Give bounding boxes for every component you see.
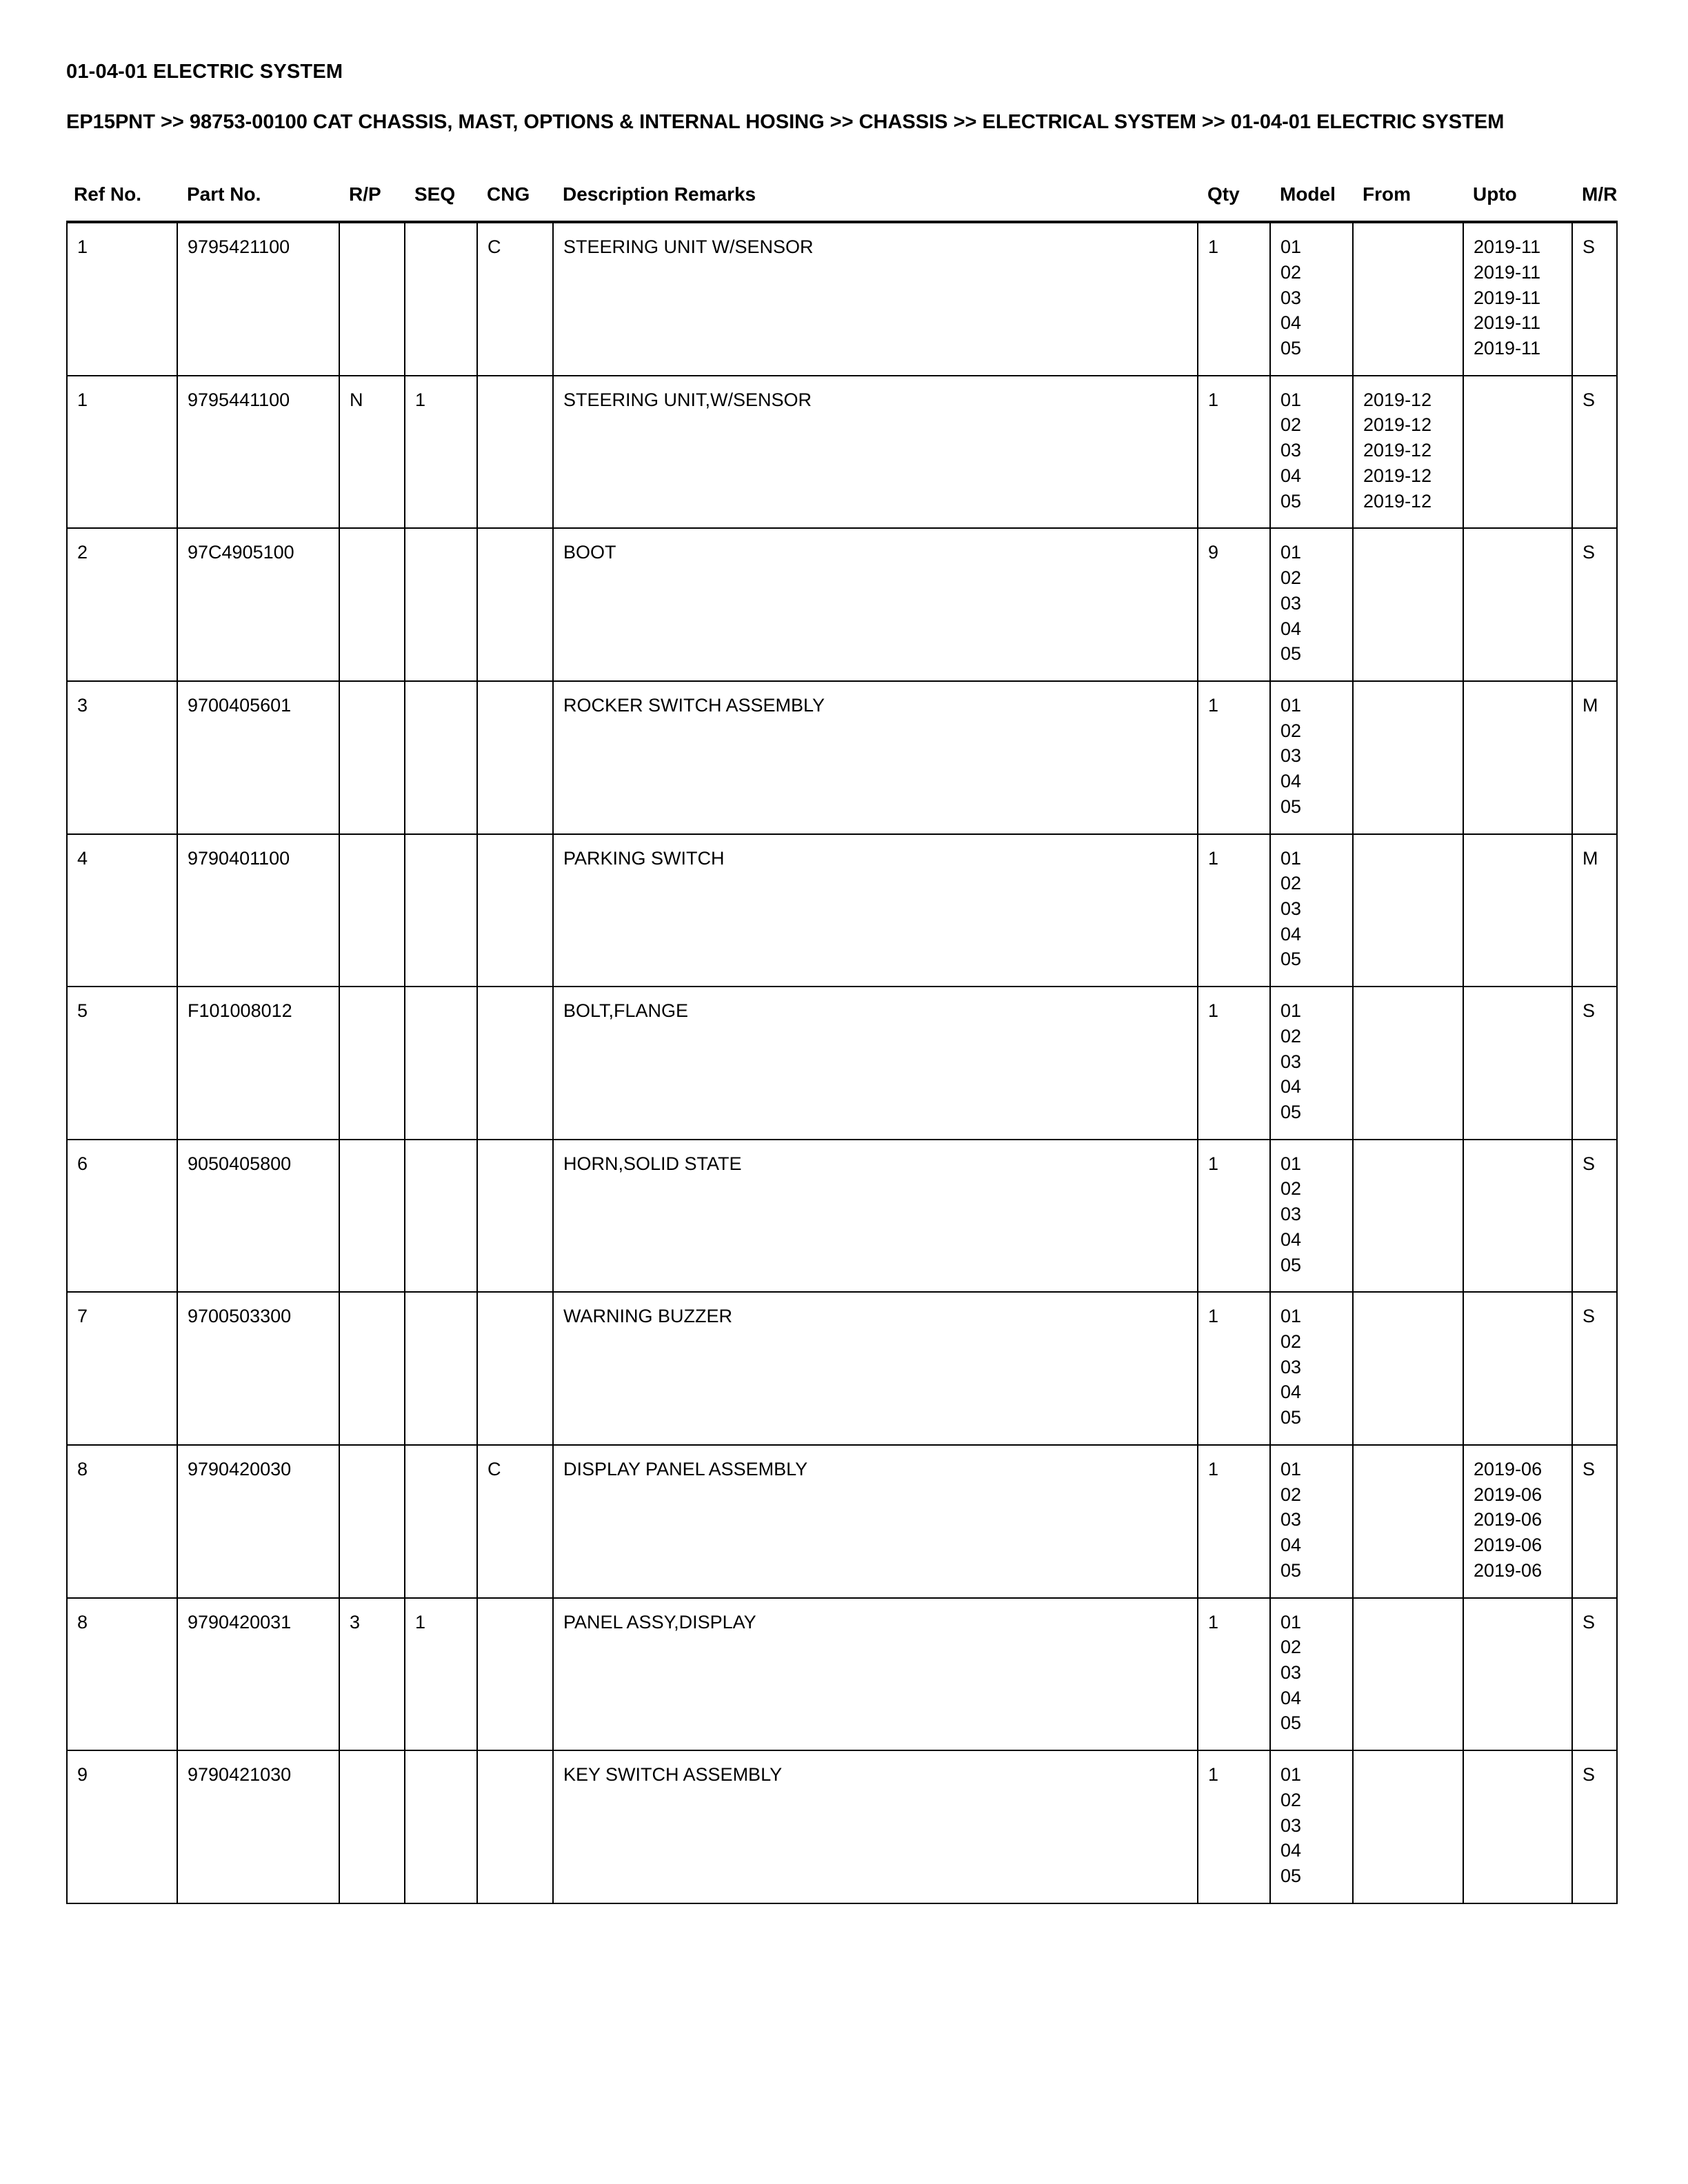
cell-description: STEERING UNIT W/SENSOR	[553, 222, 1198, 376]
cell-cng	[477, 528, 553, 681]
column-header-model: Model	[1270, 183, 1353, 222]
cell-seq	[405, 987, 477, 1140]
parts-table	[66, 183, 1618, 1904]
cell-model: 01 02 03 04 05	[1270, 528, 1353, 681]
cell-rp	[339, 1292, 405, 1445]
table-row	[67, 1140, 1617, 1293]
cell-seq: 1	[405, 1598, 477, 1751]
cell-cng	[477, 1750, 553, 1903]
cell-part-no: 9790401100	[177, 834, 339, 987]
cell-rp: N	[339, 376, 405, 529]
page-title: 01-04-01 ELECTRIC SYSTEM	[66, 61, 343, 83]
cell-seq	[405, 1292, 477, 1445]
cell-ref-no: 8	[67, 1445, 177, 1598]
cell-rp	[339, 834, 405, 987]
cell-mr: S	[1572, 987, 1617, 1140]
cell-upto	[1463, 376, 1572, 529]
cell-model: 01 02 03 04 05	[1270, 1140, 1353, 1293]
cell-model: 01 02 03 04 05	[1270, 681, 1353, 834]
column-header-cng: CNG	[477, 183, 553, 222]
cell-qty: 1	[1198, 987, 1270, 1140]
cell-description: STEERING UNIT,W/SENSOR	[553, 376, 1198, 529]
cell-part-no: 9790421030	[177, 1750, 339, 1903]
cell-description: DISPLAY PANEL ASSEMBLY	[553, 1445, 1198, 1598]
cell-upto	[1463, 1292, 1572, 1445]
cell-cng	[477, 1598, 553, 1751]
cell-rp	[339, 987, 405, 1140]
cell-description: KEY SWITCH ASSEMBLY	[553, 1750, 1198, 1903]
cell-part-no: 9795441100	[177, 376, 339, 529]
column-header-ref-no: Ref No.	[67, 183, 177, 222]
cell-cng: C	[477, 1445, 553, 1598]
cell-upto	[1463, 1140, 1572, 1293]
cell-cng	[477, 1140, 553, 1293]
cell-ref-no: 7	[67, 1292, 177, 1445]
column-header-mr: M/R	[1572, 183, 1617, 222]
cell-upto: 2019-06 2019-06 2019-06 2019-06 2019-06	[1463, 1445, 1572, 1598]
cell-part-no: F101008012	[177, 987, 339, 1140]
table-row	[67, 834, 1617, 987]
cell-rp	[339, 1750, 405, 1903]
column-header-seq: SEQ	[405, 183, 477, 222]
cell-seq	[405, 1445, 477, 1598]
cell-mr: M	[1572, 681, 1617, 834]
cell-from	[1353, 1445, 1463, 1598]
cell-ref-no: 3	[67, 681, 177, 834]
cell-description: BOLT,FLANGE	[553, 987, 1198, 1140]
cell-seq	[405, 834, 477, 987]
cell-part-no: 9700405601	[177, 681, 339, 834]
column-header-rp: R/P	[339, 183, 405, 222]
breadcrumb: EP15PNT >> 98753-00100 CAT CHASSIS, MAST, OPTIONS & INTERNAL HOSING >> CHASSIS >> ELECTRICAL SYSTEM >> 01-04-01 ELECTRIC SYSTEM	[66, 111, 1505, 133]
cell-part-no: 9700503300	[177, 1292, 339, 1445]
cell-from	[1353, 222, 1463, 376]
cell-seq	[405, 222, 477, 376]
cell-mr: S	[1572, 528, 1617, 681]
table-row	[67, 376, 1617, 529]
cell-from	[1353, 987, 1463, 1140]
cell-description: ROCKER SWITCH ASSEMBLY	[553, 681, 1198, 834]
cell-qty: 1	[1198, 376, 1270, 529]
cell-rp	[339, 528, 405, 681]
cell-seq	[405, 528, 477, 681]
cell-ref-no: 2	[67, 528, 177, 681]
column-header-description: Description Remarks	[553, 183, 1198, 222]
cell-qty: 1	[1198, 222, 1270, 376]
cell-model: 01 02 03 04 05	[1270, 1598, 1353, 1751]
table-row	[67, 528, 1617, 681]
cell-mr: S	[1572, 1292, 1617, 1445]
column-header-qty: Qty	[1198, 183, 1270, 222]
cell-cng	[477, 834, 553, 987]
cell-model: 01 02 03 04 05	[1270, 1445, 1353, 1598]
table-row	[67, 987, 1617, 1140]
cell-part-no: 9790420030	[177, 1445, 339, 1598]
cell-qty: 1	[1198, 681, 1270, 834]
cell-model: 01 02 03 04 05	[1270, 834, 1353, 987]
cell-model: 01 02 03 04 05	[1270, 1292, 1353, 1445]
cell-qty: 9	[1198, 528, 1270, 681]
cell-mr: S	[1572, 376, 1617, 529]
cell-part-no: 9050405800	[177, 1140, 339, 1293]
cell-upto	[1463, 1750, 1572, 1903]
table-row	[67, 222, 1617, 376]
cell-cng: C	[477, 222, 553, 376]
cell-ref-no: 8	[67, 1598, 177, 1751]
cell-model: 01 02 03 04 05	[1270, 987, 1353, 1140]
cell-upto: 2019-11 2019-11 2019-11 2019-11 2019-11	[1463, 222, 1572, 376]
cell-model: 01 02 03 04 05	[1270, 1750, 1353, 1903]
cell-part-no: 97C4905100	[177, 528, 339, 681]
cell-ref-no: 6	[67, 1140, 177, 1293]
table-row	[67, 681, 1617, 834]
cell-cng	[477, 1292, 553, 1445]
cell-from	[1353, 528, 1463, 681]
cell-rp	[339, 1140, 405, 1293]
cell-description: PARKING SWITCH	[553, 834, 1198, 987]
cell-mr: M	[1572, 834, 1617, 987]
cell-cng	[477, 987, 553, 1140]
cell-from	[1353, 1292, 1463, 1445]
cell-mr: S	[1572, 222, 1617, 376]
cell-upto	[1463, 987, 1572, 1140]
cell-mr: S	[1572, 1750, 1617, 1903]
cell-qty: 1	[1198, 1750, 1270, 1903]
column-header-from: From	[1353, 183, 1463, 222]
cell-description: HORN,SOLID STATE	[553, 1140, 1198, 1293]
table-header	[67, 183, 1617, 222]
cell-model: 01 02 03 04 05	[1270, 376, 1353, 529]
cell-mr: S	[1572, 1598, 1617, 1751]
cell-rp: 3	[339, 1598, 405, 1751]
cell-qty: 1	[1198, 1598, 1270, 1751]
cell-from	[1353, 1140, 1463, 1293]
cell-ref-no: 1	[67, 222, 177, 376]
cell-from	[1353, 1598, 1463, 1751]
cell-rp	[339, 222, 405, 376]
cell-description: WARNING BUZZER	[553, 1292, 1198, 1445]
column-header-part-no: Part No.	[177, 183, 339, 222]
cell-rp	[339, 1445, 405, 1598]
cell-description: BOOT	[553, 528, 1198, 681]
cell-qty: 1	[1198, 1292, 1270, 1445]
cell-mr: S	[1572, 1445, 1617, 1598]
cell-qty: 1	[1198, 834, 1270, 987]
table-row	[67, 1598, 1617, 1751]
cell-cng	[477, 376, 553, 529]
table-row	[67, 1750, 1617, 1903]
cell-upto	[1463, 528, 1572, 681]
cell-model: 01 02 03 04 05	[1270, 222, 1353, 376]
cell-seq	[405, 1140, 477, 1293]
column-header-upto: Upto	[1463, 183, 1572, 222]
table-row	[67, 1292, 1617, 1445]
cell-from	[1353, 1750, 1463, 1903]
cell-upto	[1463, 834, 1572, 987]
cell-seq	[405, 1750, 477, 1903]
cell-seq: 1	[405, 376, 477, 529]
cell-upto	[1463, 681, 1572, 834]
cell-seq	[405, 681, 477, 834]
cell-part-no: 9795421100	[177, 222, 339, 376]
cell-from	[1353, 834, 1463, 987]
table-row	[67, 1445, 1617, 1598]
cell-upto	[1463, 1598, 1572, 1751]
cell-description: PANEL ASSY,DISPLAY	[553, 1598, 1198, 1751]
cell-part-no: 9790420031	[177, 1598, 339, 1751]
cell-ref-no: 4	[67, 834, 177, 987]
cell-from: 2019-12 2019-12 2019-12 2019-12 2019-12	[1353, 376, 1463, 529]
table-body	[67, 222, 1617, 1903]
cell-from	[1353, 681, 1463, 834]
cell-mr: S	[1572, 1140, 1617, 1293]
cell-ref-no: 5	[67, 987, 177, 1140]
cell-ref-no: 9	[67, 1750, 177, 1903]
cell-qty: 1	[1198, 1140, 1270, 1293]
cell-rp	[339, 681, 405, 834]
cell-cng	[477, 681, 553, 834]
cell-qty: 1	[1198, 1445, 1270, 1598]
cell-ref-no: 1	[67, 376, 177, 529]
